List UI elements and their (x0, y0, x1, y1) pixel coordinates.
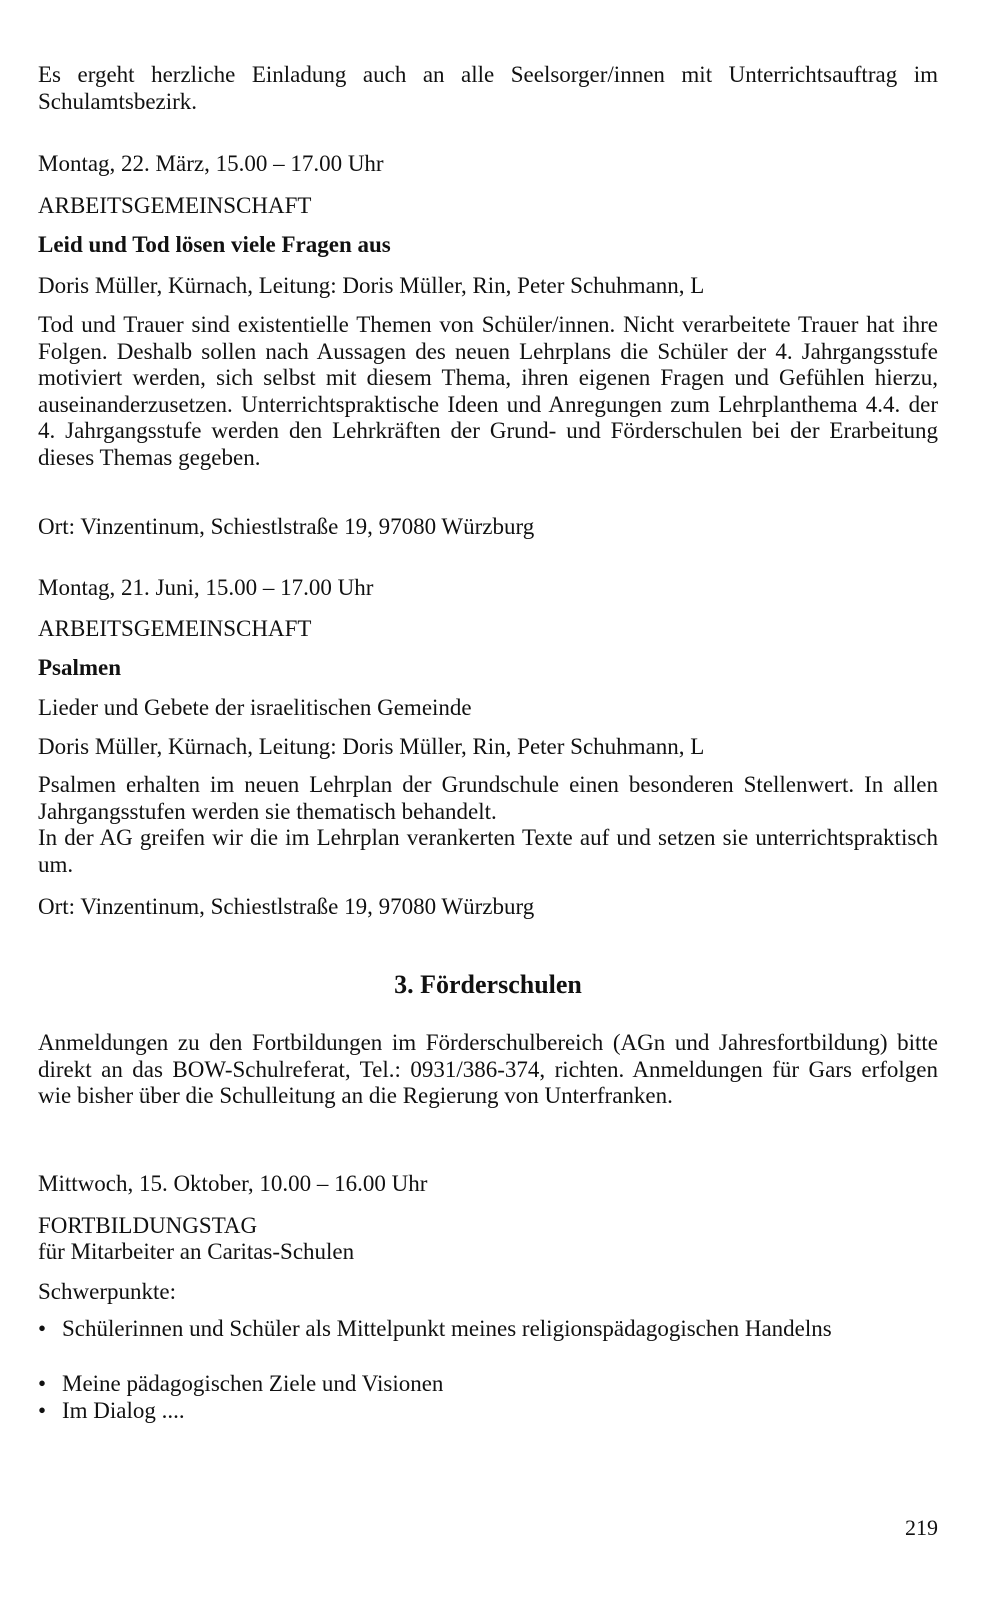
event3-focus-label: Schwerpunkte: (38, 1279, 176, 1304)
event3-audience: für Mitarbeiter an Caritas-Schulen (38, 1239, 355, 1264)
event2-description-2: In der AG greifen wir die im Lehrplan verankerten Texte auf und setzen sie unterrichtspraktisch um. (38, 825, 938, 877)
event1-date: Montag, 22. März, 15.00 – 17.00 Uhr (38, 151, 384, 176)
event1-location: Ort: Vinzentinum, Schiestlstraße 19, 97080 Würzburg (38, 514, 535, 539)
event2-leaders: Doris Müller, Kürnach, Leitung: Doris Müller, Rin, Peter Schuhmann, L (38, 734, 705, 759)
page-number: 219 (905, 1515, 938, 1540)
event1-description: Tod und Trauer sind existentielle Themen von Schüler/innen. Nicht verarbeitete Trauer hat ihre Folgen. Deshalb sollen nach Aussagen des neuen Lehrplans die Schüler der 4. Jahrgangsstufe motiviert werden, sich selbst mit diesem Thema, ihren eigenen Fragen und Gefühlen hierzu, auseinanderzusetzen. Unterrichtspraktische Ideen und Anregungen zum Lehrplanthema 4.4. der 4. Jahrgangsstufe werden den Lehrkräften der Grund- und Förderschulen bei der Erarbeitung dieses Themas gegeben. (38, 312, 938, 470)
bullet-icon: • (38, 1316, 47, 1341)
event3-date: Mittwoch, 15. Oktober, 10.00 – 16.00 Uhr (38, 1171, 428, 1196)
bullet-icon: • (38, 1398, 47, 1423)
event3-type: FORTBILDUNGSTAG (38, 1213, 258, 1238)
section-intro: Anmeldungen zu den Fortbildungen im Förderschulbereich (AGn und Jahresfortbildung) bitte direkt an das BOW-Schulreferat, Tel.: 0931/386-374, richten. Anmeldungen für Gars erfolgen wie bisher über die Schulleitung an die Regierung von Unterfranken. (38, 1030, 938, 1108)
list-item (38, 1370, 938, 1397)
intro-paragraph: Es ergeht herzliche Einladung auch an alle Seelsorger/innen mit Unterrichtsauftrag im Schulamtsbezirk. (38, 62, 938, 114)
event1-type: ARBEITSGEMEINSCHAFT (38, 193, 312, 218)
list-item-text: Schülerinnen und Schüler als Mittelpunkt meines religionspädagogischen Handelns (62, 1316, 832, 1341)
event2-subtitle: Lieder und Gebete der israelitischen Gemeinde (38, 695, 472, 720)
section-heading: 3. Förderschulen (394, 970, 582, 999)
list-item-text: Meine pädagogischen Ziele und Visionen (62, 1371, 444, 1396)
event1-title: Leid und Tod lösen viele Fragen aus (38, 232, 391, 257)
list-item-text: Im Dialog .... (62, 1398, 185, 1423)
event2-location: Ort: Vinzentinum, Schiestlstraße 19, 97080 Würzburg (38, 894, 535, 919)
list-item (38, 1315, 938, 1342)
event1-leaders: Doris Müller, Kürnach, Leitung: Doris Müller, Rin, Peter Schuhmann, L (38, 273, 705, 298)
event2-title: Psalmen (38, 655, 122, 680)
list-item (38, 1397, 938, 1424)
bullet-icon: • (38, 1371, 47, 1396)
event2-type: ARBEITSGEMEINSCHAFT (38, 616, 312, 641)
event2-date: Montag, 21. Juni, 15.00 – 17.00 Uhr (38, 575, 374, 600)
event2-description-1: Psalmen erhalten im neuen Lehrplan der Grundschule einen besonderen Stellenwert. In allen Jahrgangsstufen werden sie thematisch behandelt. (38, 772, 938, 824)
